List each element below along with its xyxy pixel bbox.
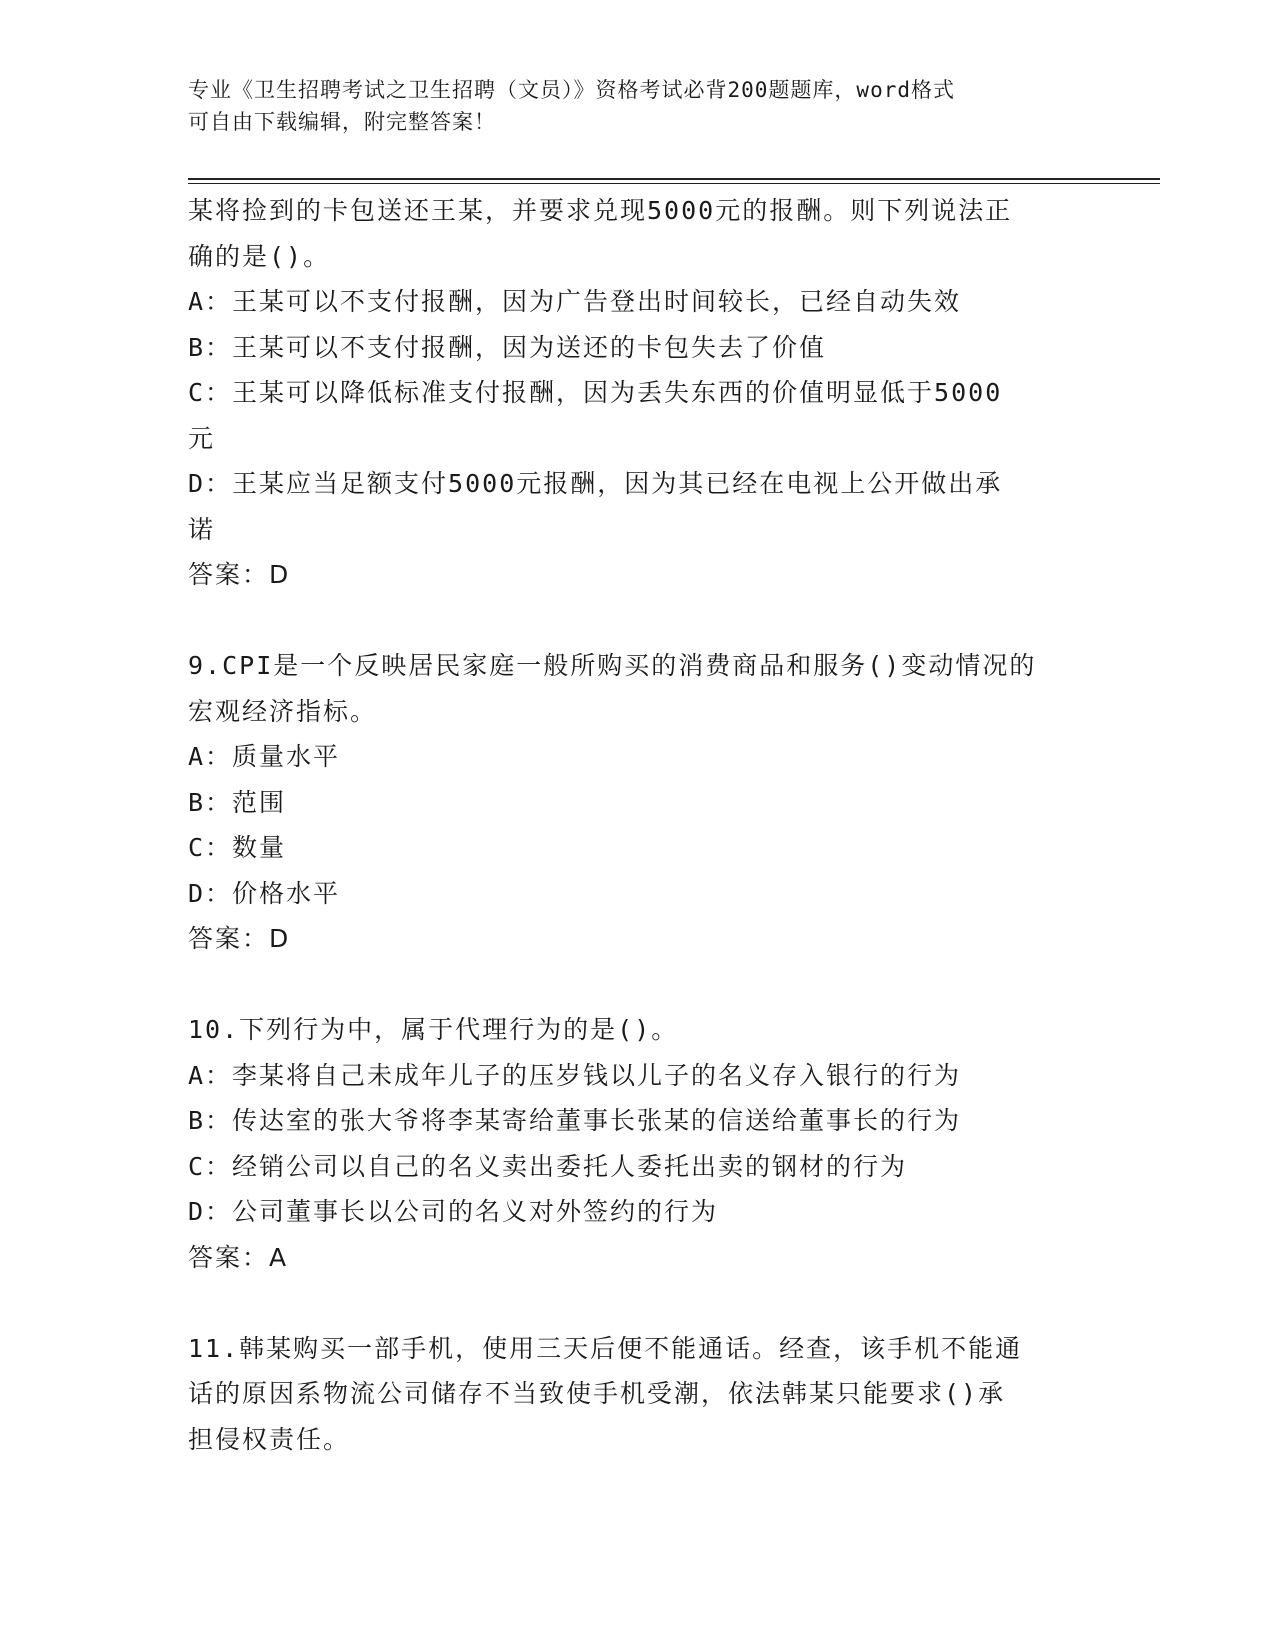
header-line-2: 可自由下载编辑，附完整答案！: [188, 110, 496, 134]
option-b: B：王某可以不支付报酬，因为送还的卡包失去了价值: [188, 332, 827, 362]
option-a: A：王某可以不支付报酬，因为广告登出时间较长，已经自动失效: [188, 287, 962, 316]
option-c: C：数量: [188, 833, 287, 862]
option-b: B：范围: [188, 787, 287, 817]
option-b: B：传达室的张大爷将李某寄给董事长张某的信送给董事长的行为: [188, 1106, 962, 1135]
spacer: [188, 962, 1088, 1008]
spacer: [188, 598, 1088, 644]
document-header: [188, 74, 1088, 138]
header-rule-thick: [188, 178, 1160, 180]
answer: 答案：D: [188, 560, 291, 589]
option-c-continued: 元: [188, 423, 216, 453]
question-stem: 宏观经济指标。: [188, 696, 378, 726]
question-8: [188, 188, 1088, 598]
question-9: [188, 643, 1088, 962]
question-stem: 10.下列行为中，属于代理行为的是()。: [188, 1015, 679, 1044]
option-a: A：李某将自己未成年儿子的压岁钱以儿子的名义存入银行的行为: [188, 1060, 962, 1090]
question-stem: 担侵权责任。: [188, 1424, 351, 1454]
header-line-1: 专业《卫生招聘考试之卫生招聘（文员）》资格考试必背200题题库，word格式: [188, 78, 955, 102]
question-stem: 某将捡到的卡包送还王某，并要求兑现5000元的报酬。则下列说法正: [188, 196, 1013, 225]
option-d: D：王某应当足额支付5000元报酬，因为其已经在电视上公开做出承: [188, 469, 1003, 498]
answer: 答案：D: [188, 924, 291, 953]
option-c: C：王某可以降低标准支付报酬，因为丢失东西的价值明显低于5000: [188, 378, 1003, 407]
question-stem: 9.CPI是一个反映居民家庭一般所购买的消费商品和服务()变动情况的: [188, 651, 1037, 680]
question-stem: 11.韩某购买一部手机，使用三天后便不能通话。经查，该手机不能通: [188, 1333, 1023, 1363]
header-rule-thin: [188, 183, 1160, 184]
question-10: [188, 1007, 1088, 1280]
option-d-continued: 诺: [188, 514, 216, 544]
option-d: D：价格水平: [188, 878, 341, 908]
question-stem: 话的原因系物流公司储存不当致使手机受潮，依法韩某只能要求()承: [188, 1379, 1006, 1408]
question-11: [188, 1326, 1088, 1463]
spacer: [188, 1280, 1088, 1326]
option-a: A：质量水平: [188, 742, 341, 771]
answer: 答案：A: [188, 1242, 289, 1272]
question-list: [188, 188, 1088, 1462]
question-stem: 确的是()。: [188, 241, 331, 271]
option-c: C：经销公司以自己的名义卖出委托人委托出卖的钢材的行为: [188, 1151, 908, 1181]
option-d: D：公司董事长以公司的名义对外签约的行为: [188, 1197, 719, 1226]
